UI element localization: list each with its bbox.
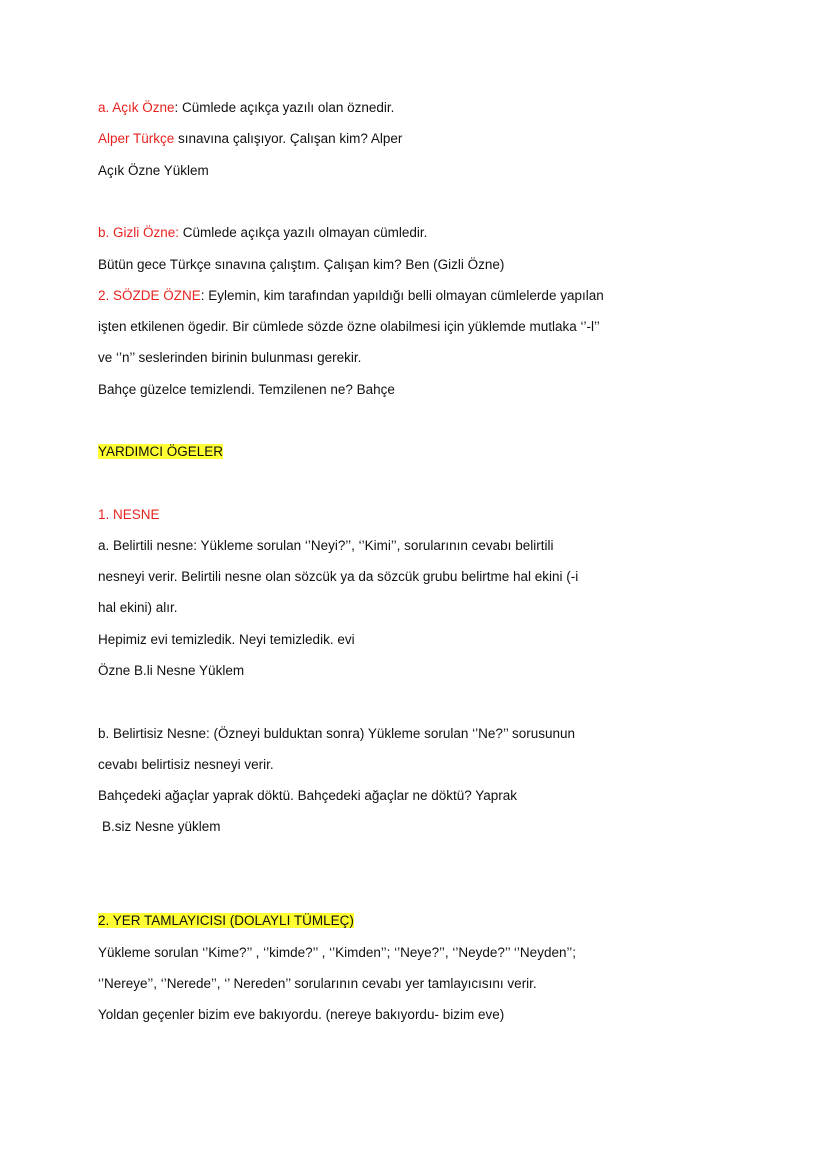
line-example-bahce: Bahçe güzelce temizlendi. Temzilenen ne? Bahçe xyxy=(98,382,395,397)
line-example-alper xyxy=(98,130,402,148)
line-paragraph: b. Belirtisiz Nesne: (Özneyi bulduktan sonra) Yükleme sorulan ‘’Ne?’’ sorusunun xyxy=(98,726,575,741)
line-paragraph: ve ‘’n’’ seslerinden birinin bulunması gerekir. xyxy=(98,350,362,365)
line-example-evi: Hepimiz evi temizledik. Neyi temizledik. evi xyxy=(98,632,355,647)
line-example-yaprak: Bahçedeki ağaçlar yaprak döktü. Bahçedeki ağaçlar ne döktü? Yaprak xyxy=(98,788,518,803)
example-text: sınavına çalışıyor. Çalışan kim? Alper xyxy=(174,131,403,146)
line-paragraph: nesneyi verir. Belirtili nesne olan sözcük ya da sözcük grubu belirtme hal ekini (-i xyxy=(98,569,579,584)
heading-nesne: 1. NESNE xyxy=(98,507,160,522)
line-example-gizli: Bütün gece Türkçe sınavına çalıştım. Çalışan kim? Ben (Gizli Özne) xyxy=(98,257,505,272)
line-paragraph: ‘’Nereye’’, ‘’Nerede’’, ‘’ Nereden’’ sorularının cevabı yer tamlayıcısını verir. xyxy=(98,976,537,991)
line-example-eve: Yoldan geçenler bizim eve bakıyordu. (nereye bakıyordu- bizim eve) xyxy=(98,1007,505,1022)
definition-text: : Cümlede açıkça yazılı olan öznedir. xyxy=(174,100,395,115)
heading-yer-tamlayicisi xyxy=(98,912,354,930)
definition-text: Cümlede açıkça yazılı olmayan cümledir. xyxy=(179,225,428,240)
heading-yardimci-ogeler xyxy=(98,443,223,461)
line-labels: Özne B.li Nesne Yüklem xyxy=(98,663,245,678)
term-gizli-ozne: b. Gizli Özne: xyxy=(98,225,180,240)
line-labels: B.siz Nesne yüklem xyxy=(102,819,221,834)
line-paragraph: işten etkilenen ögedir. Bir cümlede sözde özne olabilmesi için yüklemde mutlaka ‘’-l’’ xyxy=(98,319,600,334)
line-labels: Açık Özne Yüklem xyxy=(98,163,209,178)
line-paragraph: cevabı belirtisiz nesneyi verir. xyxy=(98,757,274,772)
definition-text: : Eylemin, kim tarafından yapıldığı belli olmayan cümlelerde yapılan xyxy=(200,288,604,303)
highlighted-heading: YARDIMCI ÖGELER xyxy=(98,444,224,459)
highlighted-heading: 2. YER TAMLAYICISI (DOLAYLI TÜMLEÇ) xyxy=(98,913,354,928)
line-paragraph: hal ekini) alır. xyxy=(98,600,178,615)
term-sozde-ozne: 2. SÖZDE ÖZNE xyxy=(98,288,201,303)
line-sozde-ozne-definition xyxy=(98,287,604,305)
line-paragraph: Yükleme sorulan ‘’Kime?’’ , ‘’kimde?’’ , ‘’Kimden’’; ‘’Neye?’’, ‘’Neyde?’’ ‘’Neyden’’; xyxy=(98,945,576,960)
line-gizli-ozne-definition xyxy=(98,224,427,242)
line-acik-ozne-definition xyxy=(98,99,394,117)
term-acik-ozne: a. Açık Özne xyxy=(98,100,175,115)
line-paragraph: a. Belirtili nesne: Yükleme sorulan ‘’Neyi?’’, ‘’Kimi’’, sorularının cevabı belirtili xyxy=(98,538,554,553)
example-subject-red: Alper Türkçe xyxy=(98,131,175,146)
